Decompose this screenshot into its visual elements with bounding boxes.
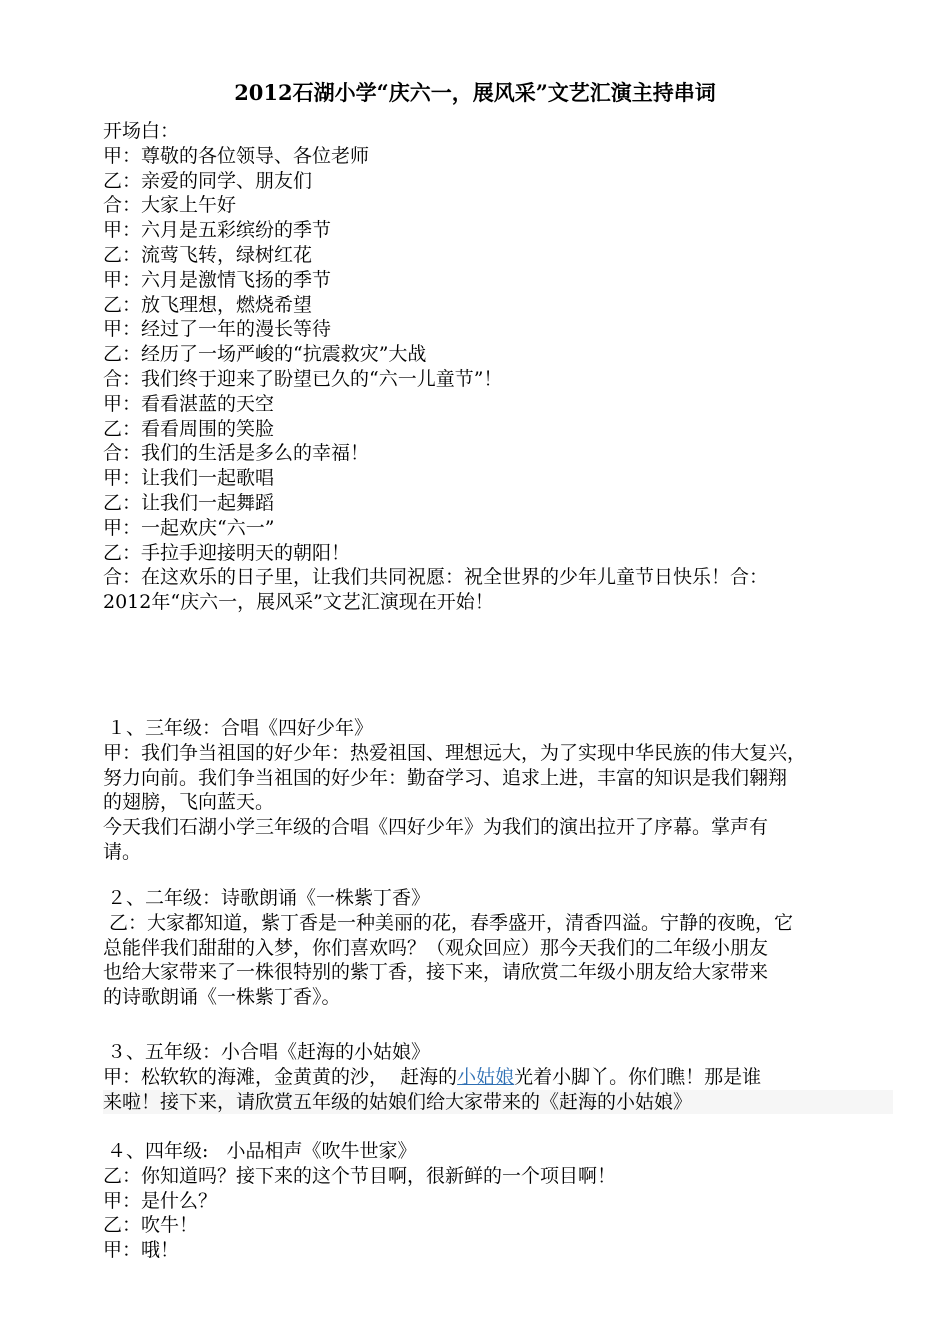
program-line: 来啦！接下来，请欣赏五年级的姑娘们给大家带来的《赶海的小姑娘》 xyxy=(103,1090,893,1115)
program-line: 今天我们石湖小学三年级的合唱《四好少年》为我们的演出拉开了序幕。掌声有 xyxy=(103,816,769,839)
opening-line: 乙：手拉手迎接明天的朝阳！ xyxy=(103,541,351,564)
opening-line: 乙：放飞理想，燃烧希望 xyxy=(103,293,313,316)
opening-line: 甲：六月是激情飞扬的季节 xyxy=(103,268,332,291)
opening-line: 甲：看看湛蓝的天空 xyxy=(103,392,275,415)
program-item-2 xyxy=(103,886,893,1010)
opening-line: 甲：一起欢庆“六一” xyxy=(103,516,275,539)
opening-line: 乙：经历了一场严峻的“抗震救灾”大战 xyxy=(103,343,427,366)
program-item-3 xyxy=(103,1040,893,1114)
program-heading: ４、四年级: 小品相声《吹牛世家》 xyxy=(107,1140,417,1162)
program-heading: １、三年级：合唱《四好少年》 xyxy=(107,717,374,739)
program-item-4 xyxy=(103,1139,893,1263)
program-line: 甲：我们争当祖国的好少年：热爱祖国、理想远大，为了实现中华民族的伟大复兴， xyxy=(103,741,807,764)
program-line: 甲：是什么？ xyxy=(103,1189,218,1212)
program-line: 乙：吹牛！ xyxy=(103,1214,199,1237)
program-line xyxy=(103,1065,893,1090)
program-line: 甲：哦！ xyxy=(103,1239,180,1262)
program-line: 乙：你知道吗？接下来的这个节目啊，很新鲜的一个项目啊！ xyxy=(103,1164,617,1187)
program-heading: ３、五年级：小合唱《赶海的小姑娘》 xyxy=(107,1041,431,1063)
program-item-1 xyxy=(103,716,893,865)
program-line: 的翅膀，飞向蓝天。 xyxy=(103,791,275,814)
program-heading: ２、二年级：诗歌朗诵《一株紫丁香》 xyxy=(107,887,431,909)
program-line: 请。 xyxy=(103,840,142,863)
text-segment: 光着小脚丫。你们瞧！那是谁 xyxy=(514,1065,762,1088)
opening-section xyxy=(103,119,893,615)
opening-line: 合：在这欢乐的日子里，让我们共同祝愿：祝全世界的少年儿童节日快乐！合： xyxy=(103,566,769,589)
program-line: 乙：大家都知道，紫丁香是一种美丽的花，春季盛开，清香四溢。宁静的夜晚，它 xyxy=(103,911,794,934)
document-title: 2012石湖小学“庆六一，展风采”文艺汇演主持串词 xyxy=(234,80,716,105)
opening-line: 甲：让我们一起歌唱 xyxy=(103,467,275,490)
text-segment: 甲：松软软的海滩，金黄黄的沙， 赶海的 xyxy=(103,1065,458,1088)
opening-line: 乙：亲爱的同学、朋友们 xyxy=(103,169,313,192)
program-line: 也给大家带来了一株很特别的紫丁香，接下来，请欣赏二年级小朋友给大家带来 xyxy=(103,961,769,984)
program-line: 的诗歌朗诵《一株紫丁香》。 xyxy=(103,986,341,1009)
opening-line: 甲：尊敬的各位领导、各位老师 xyxy=(103,144,370,167)
opening-line: 乙：流莺飞转，绿树红花 xyxy=(103,243,313,266)
opening-line: 乙：让我们一起舞蹈 xyxy=(103,491,275,514)
opening-heading: 开场白： xyxy=(103,120,180,142)
opening-line: 合：大家上午好 xyxy=(103,194,237,217)
opening-line: 甲：六月是五彩缤纷的季节 xyxy=(103,219,332,242)
opening-line: 乙：看看周围的笑脸 xyxy=(103,417,275,440)
opening-line: 2012年“庆六一，展风采”文艺汇演现在开始！ xyxy=(103,591,494,614)
opening-line: 合：我们终于迎来了盼望已久的“六一儿童节”！ xyxy=(103,367,503,390)
opening-line: 合：我们的生活是多么的幸福！ xyxy=(103,442,370,465)
link-little-girl[interactable]: 小姑娘 xyxy=(457,1065,515,1088)
program-line: 总能伴我们甜甜的入梦，你们喜欢吗？（观众回应）那今天我们的二年级小朋友 xyxy=(103,936,769,959)
program-line: 努力向前。我们争当祖国的好少年：勤奋学习、追求上进，丰富的知识是我们翱翔 xyxy=(103,766,788,789)
opening-line: 甲：经过了一年的漫长等待 xyxy=(103,318,332,341)
